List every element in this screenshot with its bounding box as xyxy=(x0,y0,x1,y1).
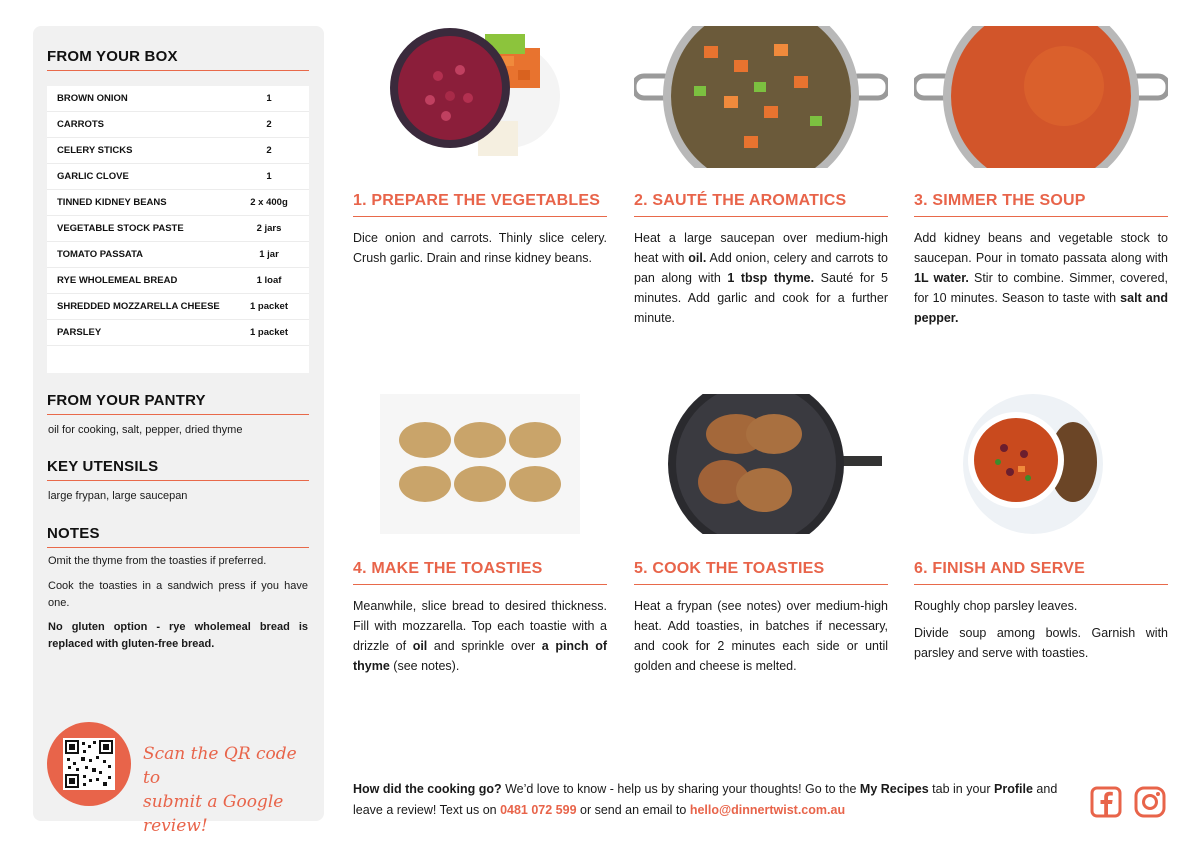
step-6-text-2: Divide soup among bowls. Garnish with parsley and serve with toasties. xyxy=(914,626,1168,660)
qr-badge xyxy=(47,722,131,806)
divider xyxy=(914,216,1168,217)
step-6-text xyxy=(914,596,1168,616)
notes-title: NOTES xyxy=(47,525,100,542)
step-3-text xyxy=(914,228,1168,328)
step-1-text xyxy=(353,228,607,268)
table-row xyxy=(47,320,309,346)
ingredient-name: CARROTS xyxy=(57,119,104,130)
ingredient-name: RYE WHOLEMEAL BREAD xyxy=(57,275,178,286)
qr-caption-line: submit a Google review! xyxy=(143,792,284,836)
divider xyxy=(47,547,309,548)
utensils-text: large frypan, large saucepan xyxy=(48,490,188,502)
step-2-title: 2. SAUTÉ THE AROMATICS xyxy=(634,192,847,209)
note-item: Cook the toasties in a sandwich press if you have one. xyxy=(48,580,308,609)
ingredient-qty: 1 packet xyxy=(249,327,289,338)
step-text-bold: 1L water. xyxy=(914,271,969,285)
step-3-photo xyxy=(914,26,1168,168)
ingredient-qty: 1 xyxy=(266,93,272,104)
step-3-title: 3. SIMMER THE SOUP xyxy=(914,192,1086,209)
step-text-part: Heat a frypan (see notes) over medium-high heat. Add toasties, in batches if necessary, and cook for 2 minutes each side or until golden and cheese is melted. xyxy=(634,599,888,673)
step-text-part: Sauté for 5 minutes. Add garlic and cook for a further minute. xyxy=(634,271,888,325)
divider xyxy=(47,414,309,415)
footer-text-part: and leave a review! Text us on xyxy=(353,782,1058,817)
step-text-part: Roughly chop parsley leaves. xyxy=(914,599,1078,613)
feedback-question: How did the cooking go? xyxy=(353,782,502,796)
step-2-text xyxy=(634,228,888,328)
my-recipes-label: My Recipes xyxy=(859,782,929,796)
ingredient-qty: 1 jar xyxy=(259,249,279,260)
ingredient-qty: 1 loaf xyxy=(256,275,282,286)
divider xyxy=(914,584,1168,585)
email-link[interactable]: hello@dinnertwist.com.au xyxy=(689,803,846,817)
ingredient-name: VEGETABLE STOCK PASTE xyxy=(57,223,184,234)
facebook-icon[interactable] xyxy=(1090,786,1122,818)
table-row xyxy=(47,242,309,268)
instagram-icon[interactable] xyxy=(1134,786,1166,818)
table-row xyxy=(47,294,309,320)
step-text-part: Stir to combine. Simmer, covered, for 10 minutes. Season to taste with xyxy=(914,271,1168,305)
step-6-title: 6. FINISH AND SERVE xyxy=(914,560,1085,577)
divider xyxy=(634,216,888,217)
footer-text-part: tab in your xyxy=(928,782,995,796)
ingredient-name: CELERY STICKS xyxy=(57,145,133,156)
step-2-photo xyxy=(634,26,888,168)
ingredient-name: GARLIC CLOVE xyxy=(57,171,129,182)
step-6-photo xyxy=(958,392,1108,536)
step-text-bold: oil xyxy=(412,639,428,653)
divider xyxy=(353,216,607,217)
qr-caption xyxy=(143,742,313,838)
step-text-part: Add onion, celery and carrots to pan along with xyxy=(634,251,888,285)
divider xyxy=(47,480,309,481)
step-4-text xyxy=(353,596,607,676)
table-row xyxy=(47,138,309,164)
ingredient-table xyxy=(47,86,309,373)
ingredient-name: TOMATO PASSATA xyxy=(57,249,144,260)
step-text-part: Add kidney beans and vegetable stock to saucepan. Pour in tomato passata along with xyxy=(914,231,1168,265)
step-text-bold: a pinch of thyme xyxy=(353,639,608,673)
divider xyxy=(634,584,888,585)
table-row xyxy=(47,112,309,138)
note-item: No gluten option - rye wholemeal bread is replaced with gluten-free bread. xyxy=(48,621,308,650)
ingredient-qty: 1 packet xyxy=(249,301,289,312)
step-text-part: Meanwhile, slice bread to desired thickness. Fill with mozzarella. Top each toastie with a drizzle of xyxy=(353,599,607,653)
step-text-bold: salt and pepper. xyxy=(914,291,1168,325)
table-row xyxy=(47,86,309,112)
qr-code[interactable] xyxy=(63,738,115,790)
from-your-box-title: FROM YOUR BOX xyxy=(47,48,178,65)
qr-caption-line: Scan the QR code to xyxy=(143,744,297,788)
phone-number[interactable]: 0481 072 599 xyxy=(500,803,577,817)
ingredient-qty: 2 jars xyxy=(256,223,282,234)
step-text-part: and sprinkle over xyxy=(427,639,542,653)
step-text-part: Heat a large saucepan over medium-high heat with xyxy=(634,231,888,265)
ingredient-name: TINNED KIDNEY BEANS xyxy=(57,197,167,208)
feedback-prompt xyxy=(353,779,1073,821)
step-5-title: 5. COOK THE TOASTIES xyxy=(634,560,825,577)
step-5-text xyxy=(634,596,888,676)
step-text-part: Dice onion and carrots. Thinly slice celery. Crush garlic. Drain and rinse kidney beans. xyxy=(353,231,607,265)
ingredient-name: BROWN ONION xyxy=(57,93,128,104)
ingredient-qty: 2 xyxy=(266,119,272,130)
footer-text-part: We’d love to know - help us by sharing your thoughts! Go to the xyxy=(501,782,860,796)
ingredient-qty: 2 x 400g xyxy=(250,197,288,208)
note-item: Omit the thyme from the toasties if preferred. xyxy=(48,555,267,567)
step-1-photo xyxy=(390,26,560,166)
divider xyxy=(353,584,607,585)
sidebar xyxy=(33,26,324,836)
divider xyxy=(47,70,309,71)
table-row xyxy=(47,216,309,242)
ingredient-name: PARSLEY xyxy=(57,327,102,338)
step-4-photo xyxy=(380,394,580,534)
step-text-part: (see notes). xyxy=(389,659,460,673)
step-text-bold: oil. xyxy=(688,251,707,265)
footer-text-part: or send an email to xyxy=(576,803,690,817)
ingredient-qty: 1 xyxy=(266,171,272,182)
ingredient-qty: 2 xyxy=(266,145,272,156)
utensils-title: KEY UTENSILS xyxy=(47,458,159,475)
pantry-title: FROM YOUR PANTRY xyxy=(47,392,206,409)
pantry-text: oil for cooking, salt, pepper, dried thyme xyxy=(48,424,243,436)
step-1-title: 1. PREPARE THE VEGETABLES xyxy=(353,192,601,209)
step-5-photo xyxy=(664,394,884,534)
step-4-title: 4. MAKE THE TOASTIES xyxy=(353,560,543,577)
table-row xyxy=(47,164,309,190)
table-row xyxy=(47,268,309,294)
step-text-bold: 1 tbsp thyme. xyxy=(727,271,815,285)
ingredient-name: SHREDDED MOZZARELLA CHEESE xyxy=(57,301,220,312)
profile-label: Profile xyxy=(994,782,1033,796)
table-row xyxy=(47,190,309,216)
